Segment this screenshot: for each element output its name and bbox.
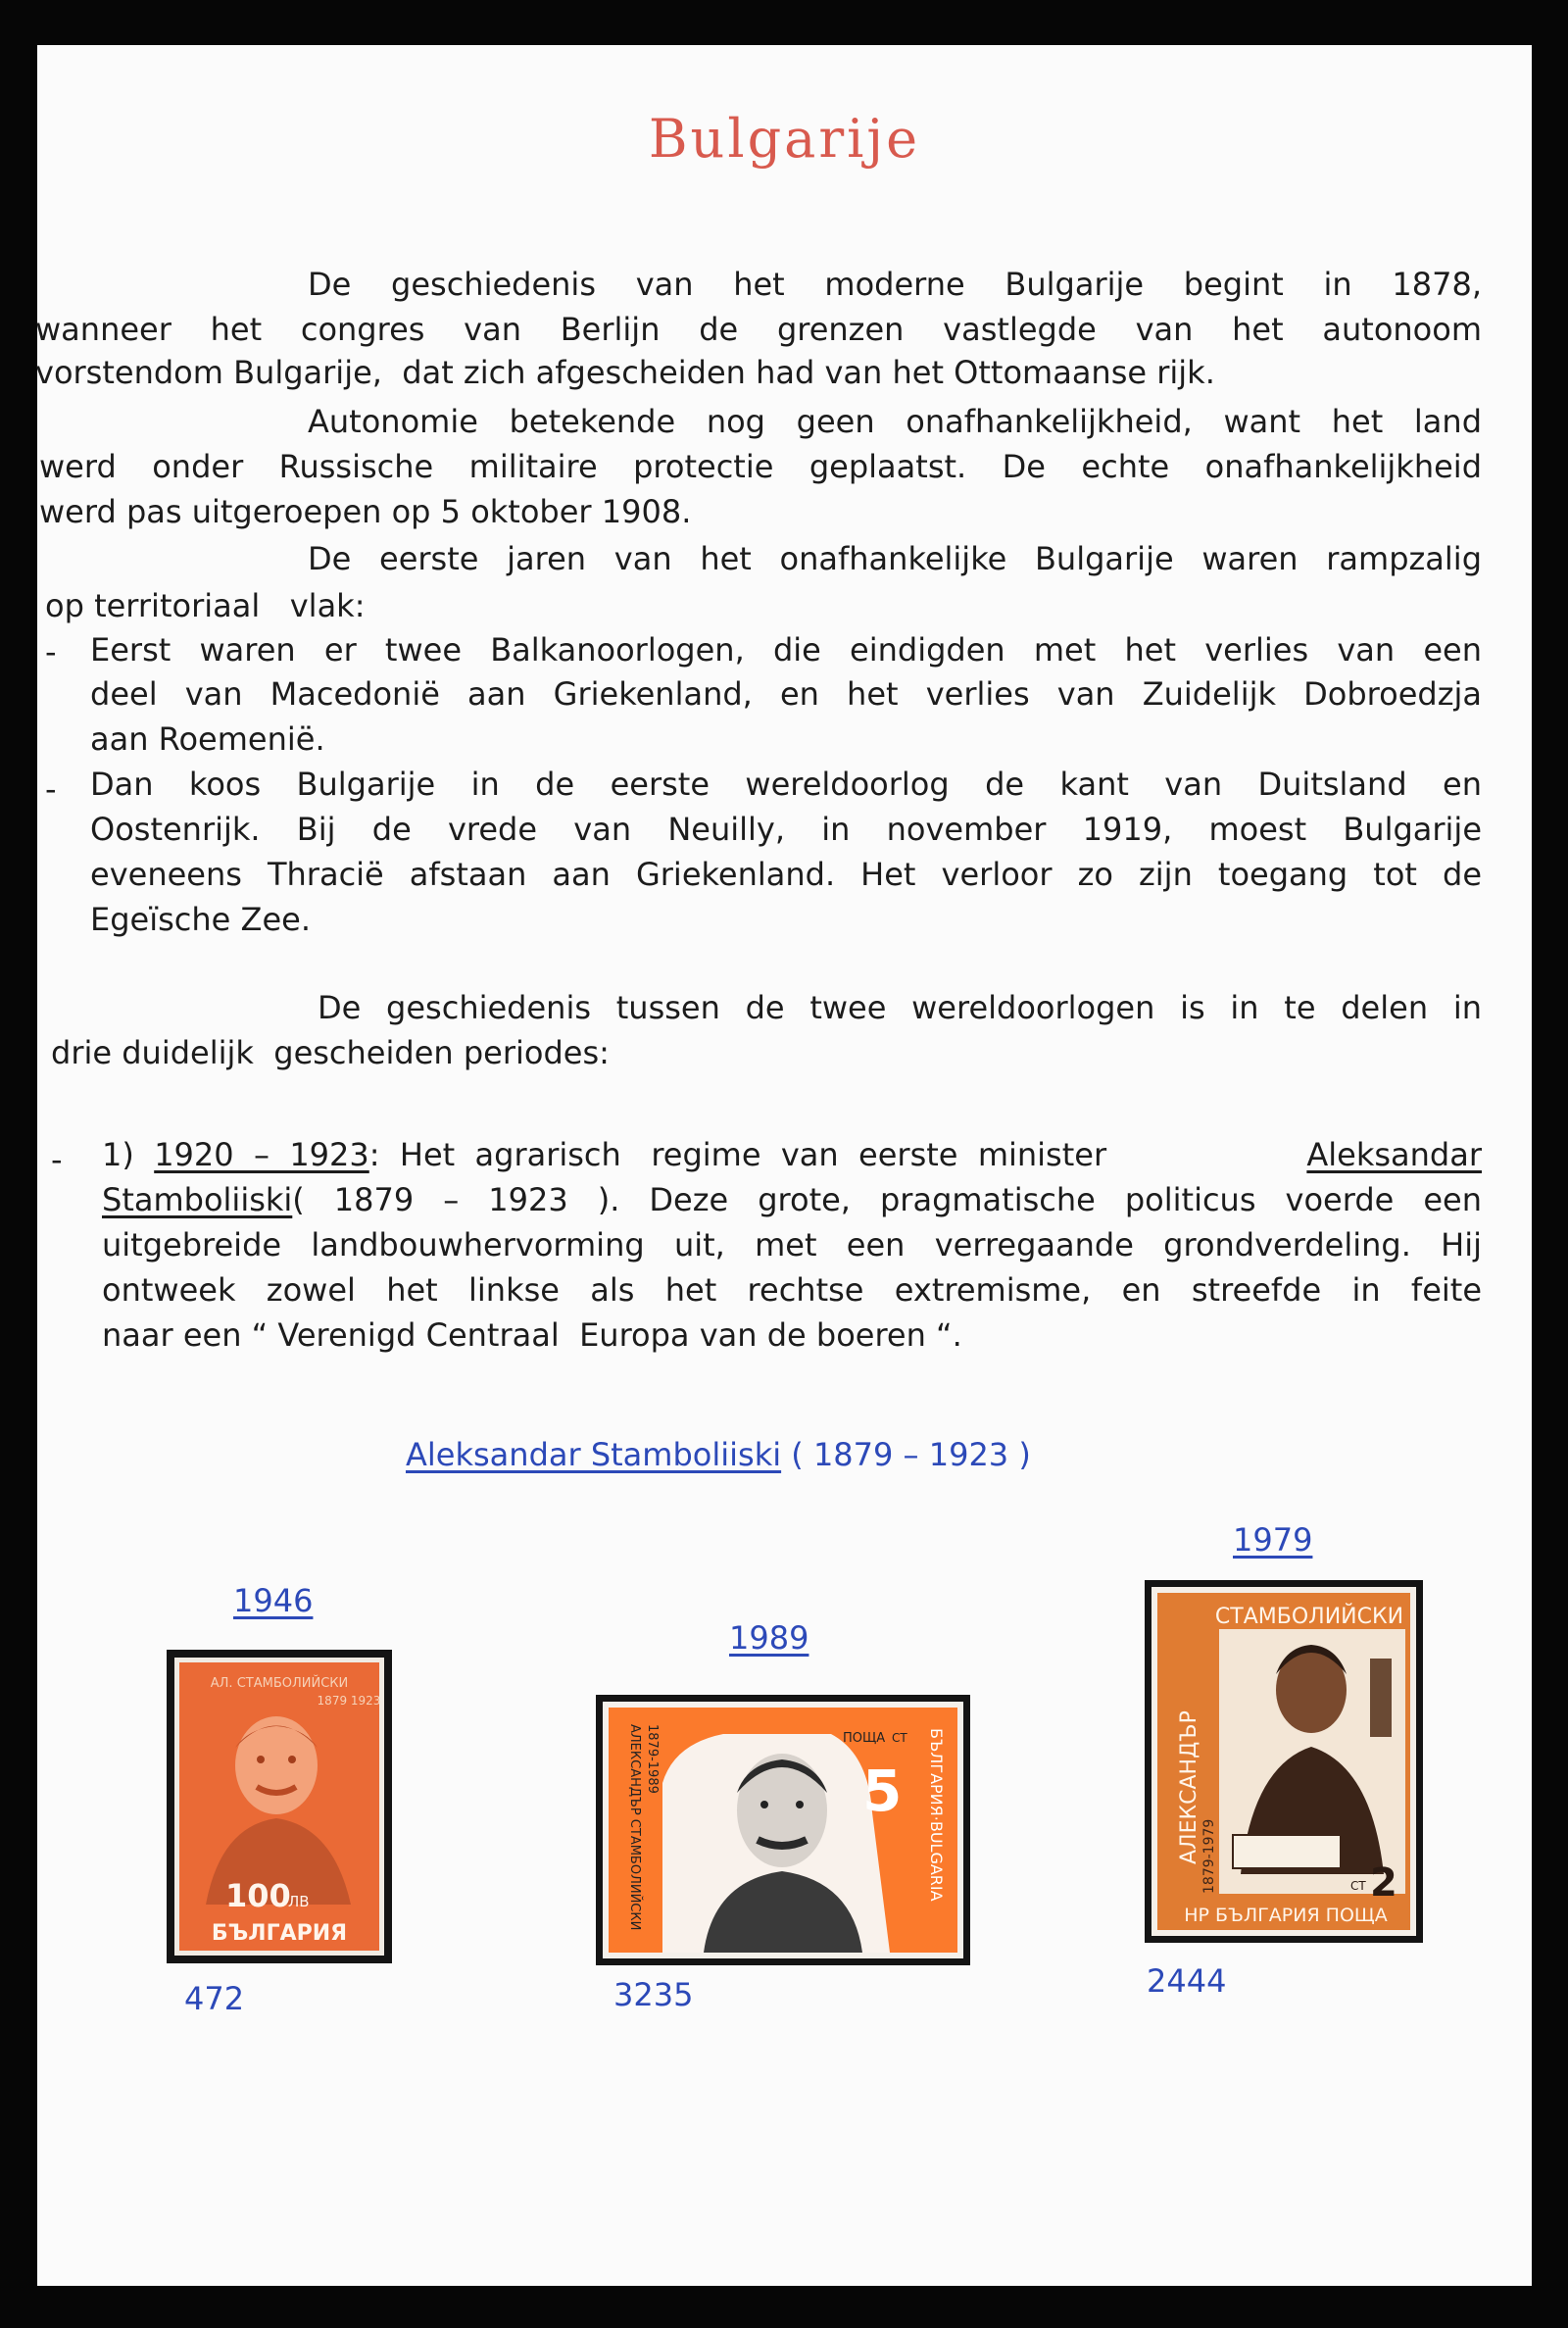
stamp-dates: 1879-1989 — [645, 1724, 660, 1794]
person-name-link[interactable]: Aleksandar — [1306, 1136, 1482, 1173]
stamp-denomination: 100 — [225, 1877, 291, 1914]
stamp-year-1979[interactable]: 1979 — [1233, 1521, 1313, 1559]
text-line: Egeïsche Zee. — [90, 901, 311, 938]
text-line: werd onder Russische militaire protectie geplaatst. De echte onafhankelijkheid — [39, 448, 1482, 485]
stamp-catalog-472: 472 — [184, 1980, 245, 2017]
period-text: naar een “ Verenigd Centraal Europa van de boeren “. — [102, 1316, 962, 1354]
caption-name-link[interactable]: Aleksandar Stamboliiski — [406, 1436, 782, 1473]
stamp-footer: НР БЪЛГАРИЯ ПОЩА — [1184, 1905, 1388, 1926]
text-line: Autonomie betekende nog geen onafhankelijkheid, want het land — [308, 403, 1482, 440]
text-line: De eerste jaren van het onafhankelijke Bulgarije waren rampzalig — [308, 540, 1482, 577]
stamp-1989-image — [596, 1695, 970, 1965]
text-line: Eerst waren er twee Balkanoorlogen, die eindigden met het verlies van een — [90, 631, 1482, 669]
text-line: wanneer het congres van Berlijn de grenzen vastlegde van het autonoom — [35, 311, 1482, 348]
stamp-unit: ЛВ — [288, 1893, 310, 1910]
period-number: 1) — [102, 1136, 134, 1173]
stamp-header: СТАМБОЛИЙСКИ — [1214, 1605, 1404, 1629]
stamp-unit: СТ — [1350, 1879, 1366, 1893]
stamp-post: ПОЩА — [843, 1731, 886, 1746]
person-name-link[interactable]: Stamboliiski — [102, 1181, 293, 1218]
text-line: Oostenrijk. Bij de vrede van Neuilly, in november 1919, moest Bulgarije — [90, 811, 1482, 848]
stamp-catalog-3235: 3235 — [613, 1976, 694, 2013]
period-1-line — [102, 1180, 1482, 1219]
period-text: ontweek zowel het linkse als het rechtse extremisme, en streefde in feite — [102, 1271, 1482, 1309]
text-line: deel van Macedonië aan Griekenland, en het verlies van Zuidelijk Dobroedzja — [90, 675, 1482, 713]
stamp-unit: СТ — [892, 1731, 907, 1745]
stamp-denomination: 5 — [862, 1758, 903, 1824]
stamp-inscription: АЛ. СТАМБОЛИЙСКИ — [210, 1676, 349, 1691]
text-line: eveneens Thracië afstaan aan Griekenland. Het verloor zo zijn toegang tot de — [90, 856, 1482, 893]
stamp-dates: 1879 1923 — [317, 1694, 381, 1708]
period-text: uitgebreide landbouwhervorming uit, met een verregaande grondverdeling. Hij — [102, 1226, 1482, 1263]
stamp-year-1989[interactable]: 1989 — [729, 1619, 809, 1657]
stamp-1946 — [167, 1650, 392, 1963]
text-line: De geschiedenis van het moderne Bulgarije begint in 1878, — [308, 266, 1482, 303]
period-1-line — [102, 1135, 1482, 1174]
text-line: op territoriaal vlak: — [45, 587, 366, 624]
bullet-dash: - — [45, 633, 57, 670]
bullet-dash: - — [51, 1141, 63, 1178]
stamp-1979-image — [1145, 1580, 1423, 1943]
album-page — [37, 45, 1532, 2286]
text-line: De geschiedenis tussen de twee wereldoorlogen is in te delen in — [318, 989, 1482, 1026]
bullet-dash: - — [45, 770, 57, 808]
text-line: drie duidelijk gescheiden periodes: — [51, 1034, 610, 1071]
stamp-year-1946[interactable]: 1946 — [233, 1582, 314, 1619]
stamp-side-text: АЛЕКСАНДЪР СТАМБОЛИЙСКИ — [627, 1724, 642, 1931]
stamp-side-text: АЛЕКСАНДЪР — [1177, 1710, 1201, 1864]
stamp-dates: 1879-1979 — [1201, 1818, 1217, 1894]
period-text: ( 1879 – 1923 ). Deze grote, pragmatische politicus voerde een — [292, 1181, 1482, 1218]
text-line: vorstendom Bulgarije, dat zich afgescheiden had van het Ottomaanse rijk. — [35, 354, 1215, 391]
stamp-1946-image — [167, 1650, 392, 1963]
period-text: : Het agrarisch regime van eerste minister — [368, 1136, 1107, 1173]
text-line: werd pas uitgeroepen op 5 oktober 1908. — [39, 493, 692, 530]
stamp-catalog-2444: 2444 — [1147, 1962, 1227, 2000]
stamp-caption — [406, 1435, 1031, 1474]
stamp-1989 — [596, 1695, 970, 1965]
text-line: Dan koos Bulgarije in de eerste wereldoorlog de kant van Duitsland en — [90, 766, 1482, 803]
text-line: aan Roemenië. — [90, 720, 325, 758]
stamp-1979 — [1145, 1580, 1423, 1943]
period-years: 1920 – 1923 — [154, 1136, 369, 1173]
stamp-country: БЪЛГАРИЯ — [211, 1921, 348, 1946]
page-title: Bulgarije — [648, 108, 921, 170]
stamp-denomination: 2 — [1370, 1860, 1397, 1906]
caption-dates: ( 1879 – 1923 ) — [781, 1436, 1031, 1473]
stamp-country: БЪЛГАРИЯ·BULGARIA — [927, 1728, 946, 1902]
